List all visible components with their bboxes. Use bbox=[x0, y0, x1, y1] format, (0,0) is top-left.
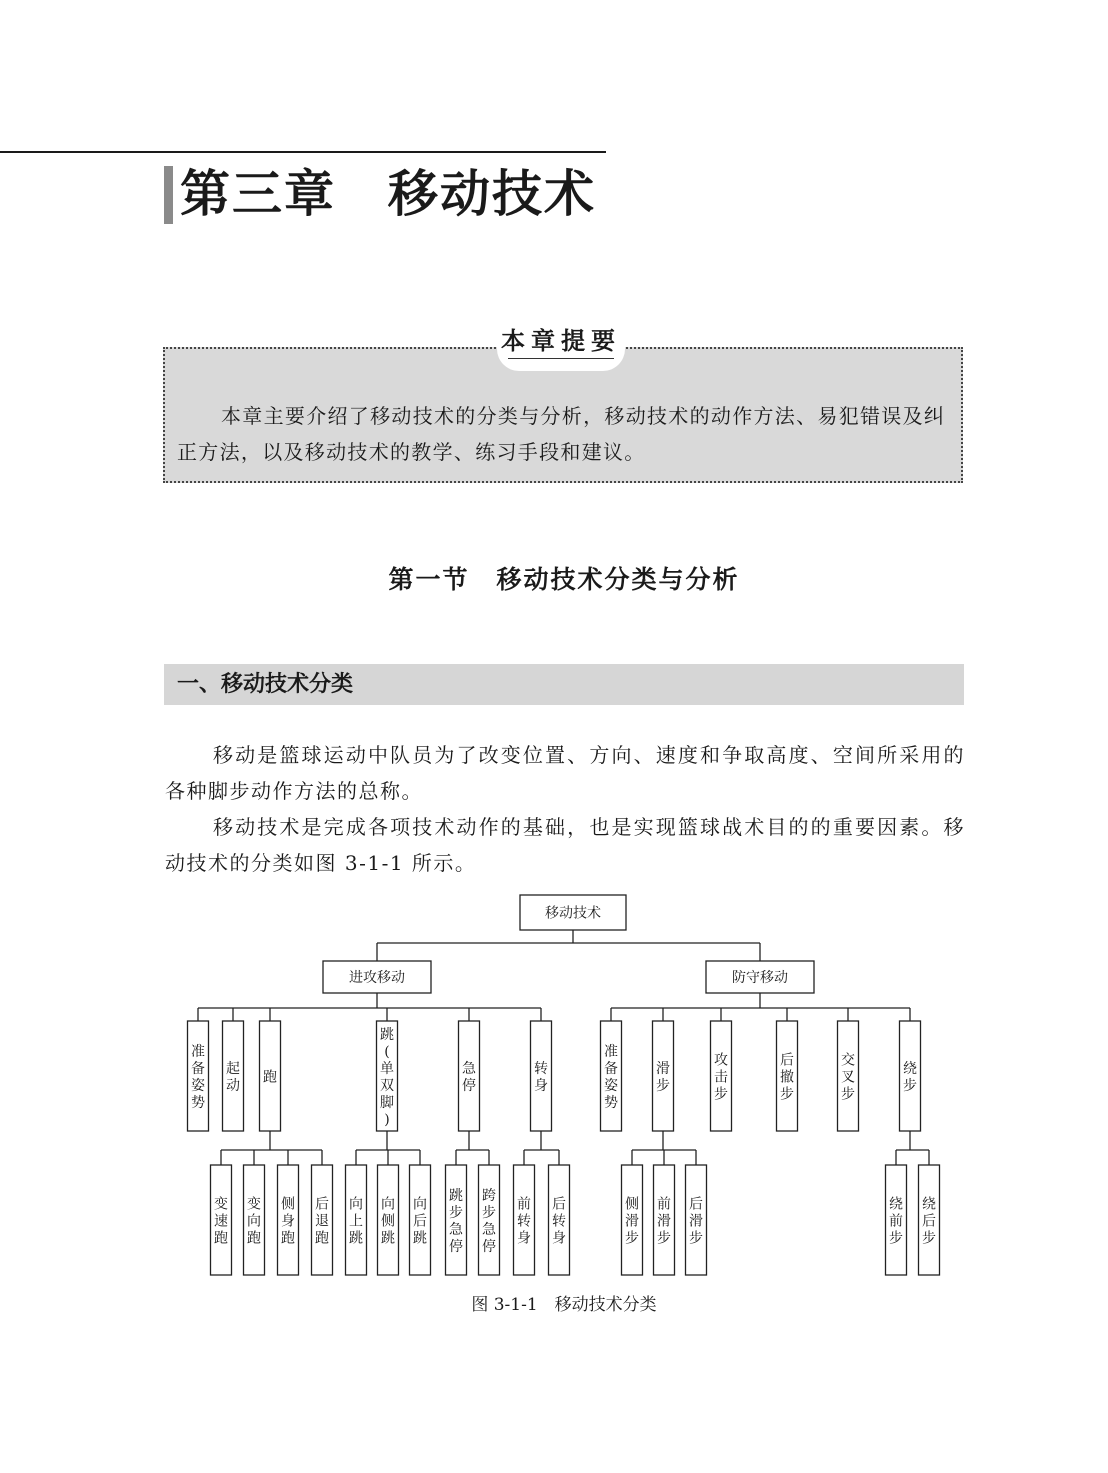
category-node-char: ( bbox=[384, 1044, 390, 1060]
technique-node-char: 滑 bbox=[689, 1213, 703, 1230]
technique-node-char: 跑 bbox=[281, 1230, 295, 1247]
technique-node-char: 前 bbox=[889, 1213, 903, 1230]
technique-node-char: 身 bbox=[552, 1230, 566, 1247]
technique-node-char: 上 bbox=[349, 1213, 363, 1230]
technique-node-char: 身 bbox=[517, 1230, 531, 1247]
category-node-char: 势 bbox=[191, 1095, 205, 1111]
technique-node-char: 跑 bbox=[315, 1230, 329, 1247]
technique-node-char: 步 bbox=[657, 1230, 671, 1247]
category-node-char: 撤 bbox=[780, 1069, 794, 1086]
technique-node-char: 退 bbox=[315, 1213, 329, 1230]
technique-node-char: 跨 bbox=[482, 1188, 496, 1204]
category-node-char: 攻 bbox=[714, 1052, 728, 1069]
technique-node-char: 绕 bbox=[922, 1196, 936, 1213]
technique-node-char: 身 bbox=[281, 1213, 295, 1230]
category-node-char: 准 bbox=[191, 1044, 205, 1060]
technique-node-char: 向 bbox=[413, 1196, 427, 1213]
technique-node-char: 步 bbox=[689, 1230, 703, 1247]
technique-node-char: 停 bbox=[482, 1239, 496, 1255]
technique-node-char: 前 bbox=[657, 1196, 671, 1213]
category-node-char: 起 bbox=[226, 1061, 240, 1077]
technique-node-char: 跑 bbox=[247, 1230, 261, 1247]
subsection-title: 一、移动技术分类 bbox=[177, 672, 354, 697]
group-node-label: 防守移动 bbox=[732, 970, 788, 986]
category-node-char: 步 bbox=[656, 1078, 670, 1094]
category-node-char: 势 bbox=[604, 1095, 618, 1111]
technique-node-char: 跳 bbox=[381, 1230, 395, 1247]
root-node-label: 移动技术 bbox=[545, 905, 601, 922]
category-node-char: 跳 bbox=[380, 1027, 394, 1043]
technique-node-char: 绕 bbox=[889, 1196, 903, 1213]
technique-node-char: 变 bbox=[214, 1196, 228, 1213]
category-node-char: 后 bbox=[780, 1052, 794, 1069]
category-node-char: 姿 bbox=[191, 1078, 205, 1094]
body-paragraph: 移动技术是完成各项技术动作的基础，也是实现篮球战术目的的重要因素。移动技术的分类如图 3-1-1 所示。 bbox=[165, 815, 965, 875]
technique-node-char: 速 bbox=[214, 1213, 228, 1230]
category-node-char: 叉 bbox=[841, 1069, 855, 1086]
technique-node-char: 滑 bbox=[657, 1213, 671, 1230]
category-node-char: 停 bbox=[462, 1078, 476, 1094]
category-node-char: 绕 bbox=[903, 1061, 917, 1077]
chapter-title-bar bbox=[164, 166, 173, 224]
technique-node-char: 向 bbox=[247, 1213, 261, 1230]
category-node-char: 双 bbox=[380, 1078, 394, 1094]
section-title: 第一节 移动技术分类与分析 bbox=[388, 565, 740, 594]
category-node-char: 备 bbox=[191, 1061, 205, 1077]
technique-node-char: 跳 bbox=[349, 1230, 363, 1247]
movement-classification-diagram bbox=[0, 880, 1108, 1290]
chapter-summary-label-underline bbox=[508, 358, 614, 359]
category-node-char: 备 bbox=[604, 1061, 618, 1077]
category-node-char: 步 bbox=[841, 1086, 855, 1103]
category-node-char: 脚 bbox=[380, 1095, 394, 1111]
technique-node-char: 步 bbox=[922, 1230, 936, 1247]
technique-node-char: 侧 bbox=[281, 1196, 295, 1213]
technique-node-char: 急 bbox=[482, 1222, 496, 1238]
technique-node-char: 滑 bbox=[625, 1213, 639, 1230]
category-node-char: 动 bbox=[226, 1078, 240, 1094]
body-paragraph: 移动是篮球运动中队员为了改变位置、方向、速度和争取高度、空间所采用的各种脚步动作方法的总称。 bbox=[165, 743, 965, 803]
category-node-char: 滑 bbox=[656, 1061, 670, 1077]
technique-node-char: 步 bbox=[482, 1205, 496, 1221]
category-node-char: 步 bbox=[903, 1078, 917, 1094]
top-rule bbox=[0, 151, 606, 153]
category-node-char: 急 bbox=[462, 1061, 476, 1077]
category-node-char: 跑 bbox=[263, 1069, 277, 1086]
category-node-char: 转 bbox=[534, 1061, 548, 1077]
technique-node-char: 步 bbox=[625, 1230, 639, 1247]
category-node-char: 姿 bbox=[604, 1078, 618, 1094]
technique-node-char: 后 bbox=[922, 1213, 936, 1230]
technique-node-char: 转 bbox=[517, 1213, 531, 1230]
category-node-char: 单 bbox=[380, 1061, 394, 1077]
category-node-char: 击 bbox=[714, 1069, 728, 1086]
group-node-label: 进攻移动 bbox=[349, 970, 405, 986]
category-node-char: 步 bbox=[714, 1086, 728, 1103]
technique-node-char: 跑 bbox=[214, 1230, 228, 1247]
technique-node-char: 后 bbox=[315, 1196, 329, 1213]
technique-node-char: 步 bbox=[889, 1230, 903, 1247]
category-node-char: ) bbox=[384, 1112, 390, 1128]
chapter-summary-label: 本章提要 bbox=[501, 326, 621, 355]
category-node-char: 步 bbox=[780, 1086, 794, 1103]
technique-node-char: 向 bbox=[349, 1196, 363, 1213]
technique-node-char: 前 bbox=[517, 1196, 531, 1213]
technique-node-char: 后 bbox=[413, 1213, 427, 1230]
technique-node-char: 转 bbox=[552, 1213, 566, 1230]
figure-caption: 图 3-1-1 移动技术分类 bbox=[471, 1295, 657, 1315]
category-node-char: 身 bbox=[534, 1078, 548, 1094]
technique-node-char: 后 bbox=[689, 1196, 703, 1213]
technique-node-char: 变 bbox=[247, 1196, 261, 1213]
technique-node-char: 跳 bbox=[449, 1188, 463, 1204]
technique-node-char: 跳 bbox=[413, 1230, 427, 1247]
technique-node-char: 步 bbox=[449, 1205, 463, 1221]
technique-node-char: 停 bbox=[449, 1239, 463, 1255]
category-node-char: 交 bbox=[841, 1052, 855, 1069]
category-node-char: 准 bbox=[604, 1044, 618, 1060]
technique-node-char: 向 bbox=[381, 1196, 395, 1213]
chapter-title: 第三章 移动技术 bbox=[180, 164, 596, 223]
technique-node-char: 侧 bbox=[381, 1213, 395, 1230]
technique-node-char: 后 bbox=[552, 1196, 566, 1213]
chapter-summary-text: 本章主要介绍了移动技术的分类与分析，移动技术的动作方法、易犯错误及纠正方法，以及移动技术的教学、练习手段和建议。 bbox=[177, 404, 946, 464]
technique-node-char: 侧 bbox=[625, 1196, 639, 1213]
technique-node-char: 急 bbox=[449, 1222, 463, 1238]
